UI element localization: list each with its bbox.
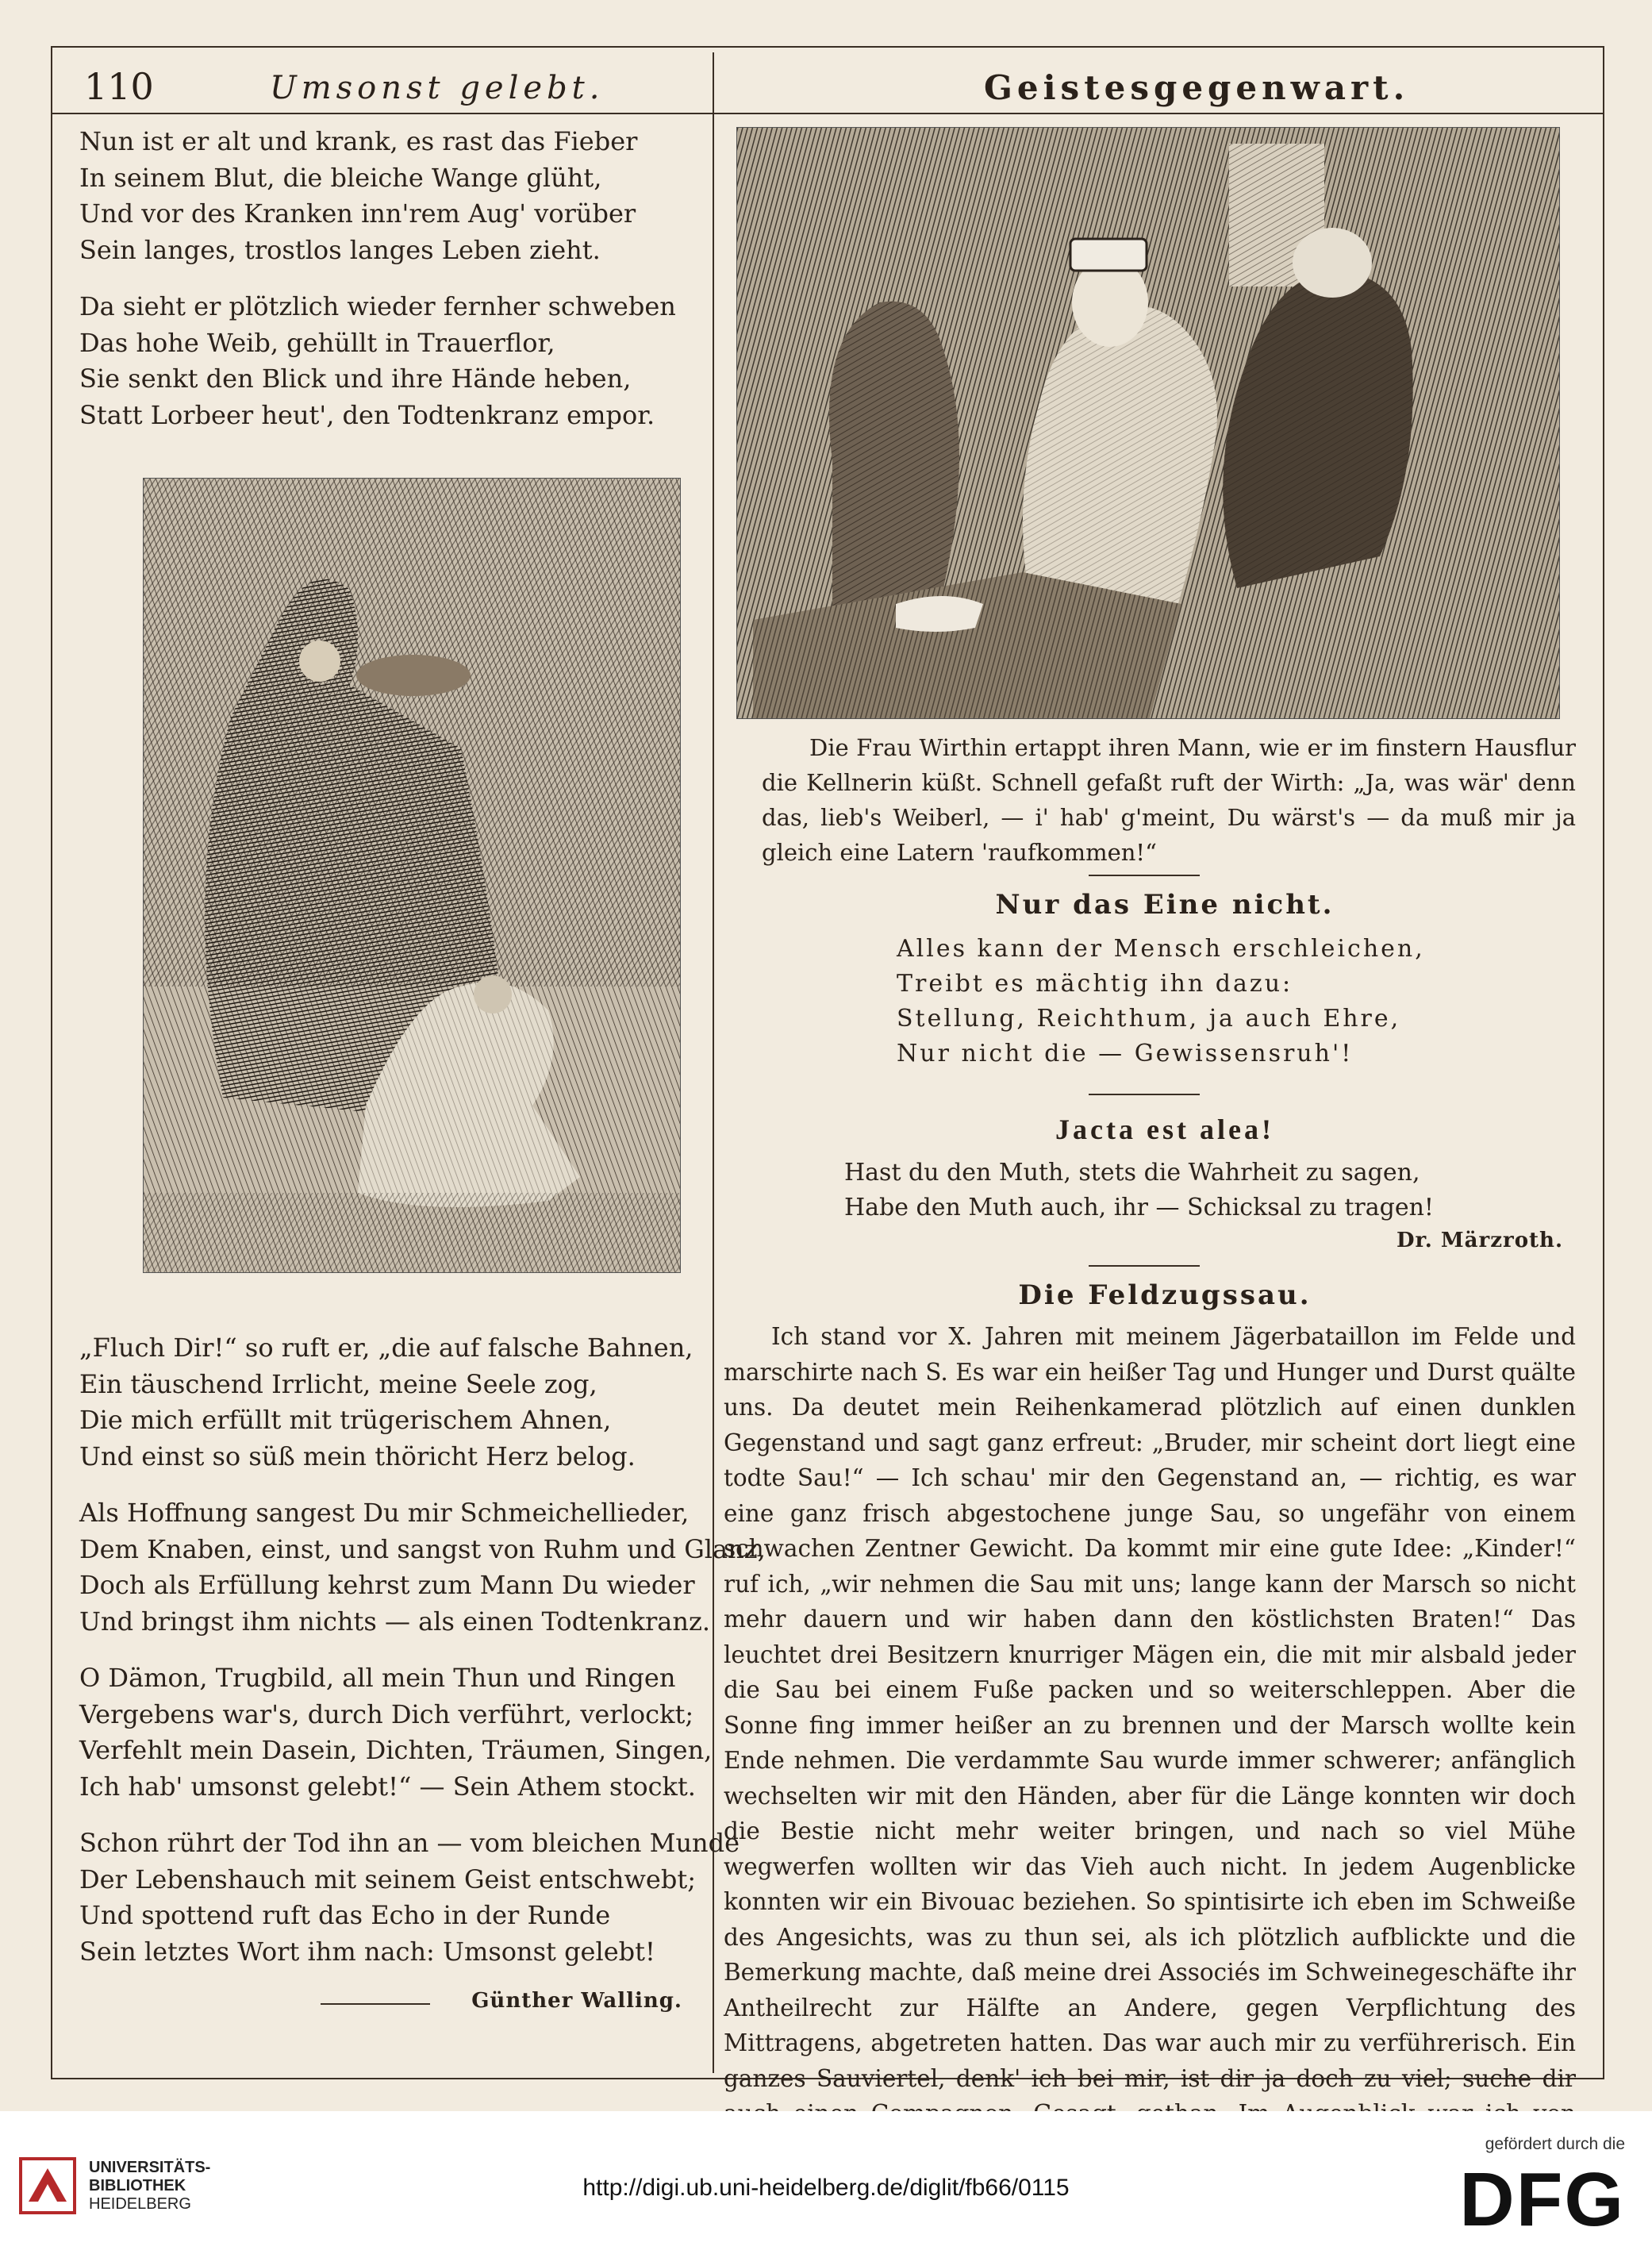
verse-line: Hast du den Muth, stets die Wahrheit zu sagen, <box>844 1159 1420 1187</box>
poem-line: Doch als Erfüllung kehrst zum Mann Du wieder <box>79 1570 695 1600</box>
verse-line: Nur nicht die — Gewissensruh'! <box>897 1040 1354 1067</box>
poem-line: Vergebens war's, durch Dich verführt, verlockt; <box>79 1698 694 1729</box>
poem-stanza-2 <box>79 289 676 433</box>
poem-line: Schon rührt der Tod ihn an — vom bleichen Munde <box>79 1828 740 1858</box>
section-title-die-feldzugssau: Die Feldzugssau. <box>1018 1279 1312 1311</box>
poem-line: Ein täuschend Irrlicht, meine Seele zog, <box>79 1368 597 1399</box>
end-rule-left <box>321 2003 430 2005</box>
verse-line: Stellung, Reichthum, ja auch Ehre, <box>897 1005 1401 1033</box>
poem-line: Verfehlt mein Dasein, Dichten, Träumen, Singen, <box>79 1735 713 1765</box>
poem-line: Dem Knaben, einst, und sangst von Ruhm und Glanz, <box>79 1533 766 1564</box>
poem-line: Nun ist er alt und krank, es rast das Fieber <box>79 126 638 156</box>
illustration-caption: Die Frau Wirthin ertappt ihren Mann, wie er im finstern Hausflur die Kellnerin küßt. Schnell gefaßt ruft der Wirth: „Ja, was wär' denn das, lieb's Weiberl, — i' hab' g'meint, Du wärst's — da muß mir ja gleich eine Latern 'raufkommen!“ <box>762 734 1576 866</box>
poem-line: Statt Lorbeer heut', den Todtenkranz empor. <box>79 399 655 430</box>
poem-line: Die mich erfüllt mit trügerischem Ahnen, <box>79 1405 612 1435</box>
header-rule-right <box>713 113 1604 114</box>
poem-line: Sein letztes Wort ihm nach: Umsonst gelebt! <box>79 1936 655 1967</box>
poem-stanza-3 <box>79 1330 693 1475</box>
poem-stanza-1 <box>79 124 637 268</box>
section-title-jacta-est-alea: Jacta est alea! <box>1055 1114 1274 1145</box>
section-rule-3 <box>1089 1265 1200 1267</box>
library-line: HEIDELBERG <box>89 2195 191 2213</box>
poem-stanza-4 <box>79 1495 766 1640</box>
poem-line: Der Lebenshauch mit seinem Geist entschwebt; <box>79 1864 696 1894</box>
poem-line: O Dämon, Trugbild, all mein Thun und Ringen <box>79 1663 676 1693</box>
story-die-feldzugssau: Ich stand vor X. Jahren mit meinem Jägerbataillon im Felde und marschirte nach S. Es war ein heißer Tag und Hunger und Durst quälte uns. Da deutet mein Reihenkamerad plötzlich auf einen dunklen Gegenstand und sagt ganz erfreut: „Bruder, mir scheint dort liegt eine todte Sau!“ — Ich schau' mir den Gegenstand an, — richtig, es war eine ganz frisch abgestochene junge Sau, so ungefähr von einem schwachen Zentner Gewicht. Da kommt mir eine gute Idee: „Kinder!“ ruf ich, „wir nehmen die Sau mit uns; lange kann der Marsch so nicht mehr dauern und wir haben dann den köstlichsten Braten!“ Das leuchtet drei Besitzern knurriger Mägen ein, die mit mir alsbald jeder die Sau bei einem Fuße packen und so weiterschleppen. Aber die Sonne fing immer heißer an zu brennen und der Marsch wollte kein Ende nehmen. Die verdammte Sau wurde immer schwerer; anfänglich wechselten wir mit den Händen, aber für die Länge konnten wir doch die Bestie nicht mehr weiter bringen, und nach so viel Mühe wegwerfen wollten wir das Vieh auch nicht. In jedem Augenblicke konnten wir ein Bivouac beziehen. So spintisirte ich eben im Schweiße des Angesichts, was zu thun sei, als ich plötzlich aufblickte und die Bemerkung machte, daß meine drei Associés im Schweinegeschäfte ihr Antheilrecht zur Hälfte an Andere, gegen Verpflichtung des Mittragens, abgetreten hatten. Das war auch mir zu verführerisch. Ein ganzes Sauviertel, denk' ich bei mir, ist dir ja doch zu viel; suche dir <box>724 1323 1576 2092</box>
library-line: UNIVERSITÄTS- <box>89 2159 211 2176</box>
verse-author: Dr. Märzroth. <box>1396 1229 1563 1252</box>
illustration-dying-man <box>143 478 681 1273</box>
library-line: BIBLIOTHEK <box>89 2177 186 2194</box>
poem-line: Und vor des Kranken inn'rem Aug' vorüber <box>79 198 636 229</box>
poem-line: „Fluch Dir!“ so ruft er, „die auf falsche Bahnen, <box>79 1333 693 1363</box>
poem-stanza-5 <box>79 1660 712 1805</box>
verse-line: Treibt es mächtig ihn dazu: <box>897 970 1293 998</box>
poem-line: Das hohe Weib, gehüllt in Trauerflor, <box>79 327 555 358</box>
section-title-nur-das-eine-nicht: Nur das Eine nicht. <box>995 889 1335 921</box>
illustration-tavern-scene <box>736 127 1560 719</box>
poem-line: In seinem Blut, die bleiche Wange glüht, <box>79 162 602 193</box>
poem-line: Sie senkt den Blick und ihre Hände heben, <box>79 363 632 394</box>
verse-line: Habe den Muth auch, ihr — Schicksal zu tragen! <box>844 1194 1434 1221</box>
poem-line: Und einst so süß mein thöricht Herz belog. <box>79 1440 636 1471</box>
verse-line: Alles kann der Mensch erschleichen, <box>897 935 1425 963</box>
verse-jacta-est-alea <box>844 1156 1434 1225</box>
poem-stanza-6 <box>79 1825 740 1970</box>
column-divider <box>713 52 714 2073</box>
funding-note: gefördert durch die <box>1485 2135 1625 2153</box>
verse-nur-das-eine-nicht <box>897 932 1425 1071</box>
dfg-logo[interactable]: DFG <box>1459 2157 1625 2242</box>
poem-line: Und bringst ihm nichts — als einen Todtenkranz. <box>79 1606 710 1637</box>
page-number: 110 <box>84 65 154 108</box>
footer-bar <box>0 2111 1652 2254</box>
poem-line: Und spottend ruft das Echo in der Runde <box>79 1900 611 1930</box>
poem-line: Als Hoffnung sangest Du mir Schmeichellieder, <box>79 1498 690 1528</box>
section-rule-2 <box>1089 1094 1200 1095</box>
poem-line: Ich hab' umsonst gelebt!“ — Sein Athem stockt. <box>79 1771 696 1802</box>
poem-line: Da sieht er plötzlich wieder fernher schweben <box>79 291 676 321</box>
poem-author: Günther Walling. <box>471 1989 682 2013</box>
running-title: Umsonst gelebt. <box>270 70 605 106</box>
document-url-link[interactable]: http://digi.ub.uni-heidelberg.de/diglit/fb66/0115 <box>582 2175 1070 2201</box>
section-title-geistesgegenwart: Geistesgegenwart. <box>984 68 1410 107</box>
poem-line: Sein langes, trostlos langes Leben zieht. <box>79 234 601 265</box>
section-rule-1 <box>1089 875 1200 876</box>
header-rule-left <box>51 113 714 114</box>
